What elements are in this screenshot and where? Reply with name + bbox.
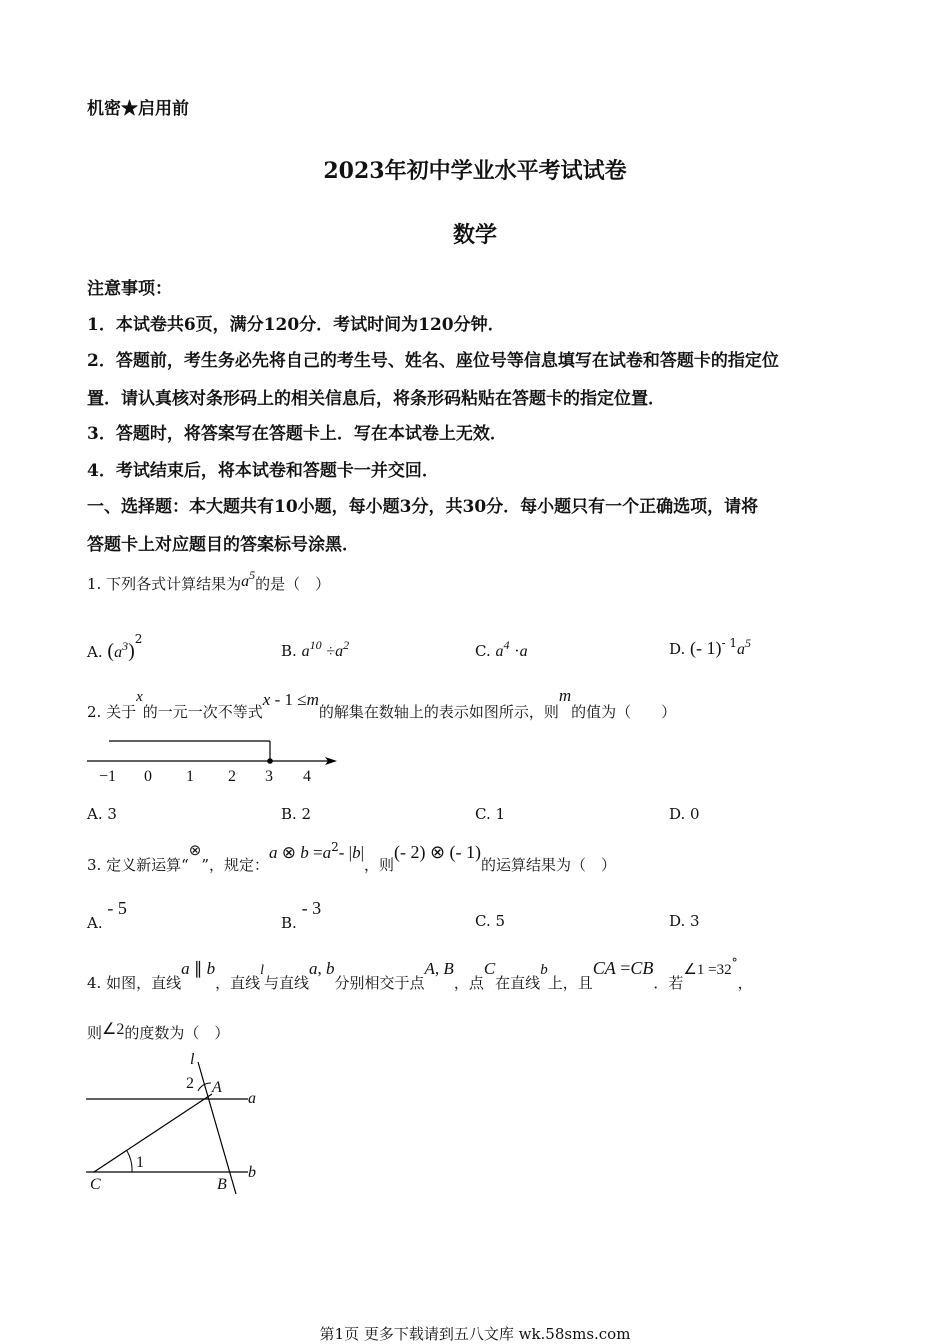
segment-ca <box>94 1094 212 1172</box>
tick-label: 1 <box>186 768 194 785</box>
option-label: A. <box>87 643 103 661</box>
q2-option-d: D. 0 <box>669 805 700 823</box>
q2-option-b: B. 2 <box>281 805 312 823</box>
q4-text: 分别相交于点 <box>334 974 425 992</box>
otimes-symbol: ⊗ <box>188 843 202 859</box>
label-b: b <box>248 1164 256 1181</box>
geometry-figure <box>80 1048 280 1198</box>
question-4-cont: 则∠2的度数为（ ） <box>87 1021 230 1042</box>
label-a: a <box>248 1090 256 1107</box>
q3-option-d: D. 3 <box>669 912 700 930</box>
q1-text-end: 的是（ ） <box>255 575 331 593</box>
tick-label: 4 <box>303 768 311 785</box>
q3-option-c: C. 5 <box>475 912 506 930</box>
question-1 <box>87 568 330 594</box>
subject-title: 数学 <box>452 222 497 248</box>
section-heading: 一、选择题：本大题共有10小题，每小题3分，共30分．每小题只有一个正确选项，请将 <box>87 497 759 517</box>
q3-option-b <box>281 898 322 932</box>
q2-option-c: C. 1 <box>475 805 506 823</box>
notes-heading: 注意事项： <box>87 279 172 299</box>
q3-text-mid2: ，则 <box>363 856 394 874</box>
q4-text: 上，且 <box>547 974 593 992</box>
q4-text: ， <box>737 974 753 992</box>
q4-text: ．若 <box>653 974 684 992</box>
q3-text-mid: ”，规定： <box>201 856 269 874</box>
option-label: B. <box>281 914 297 932</box>
page-footer: 第1页 更多下载请到五八文库 wk.58sms.com <box>319 1325 631 1343</box>
q4-text: ，直线 <box>215 974 261 992</box>
question-2: 2. 关于x的一元一次不等式x - 1 ≤m的解集在数轴上的表示如图所示，则m的值为（ ） <box>87 686 677 721</box>
option-value: - 5 <box>107 898 127 918</box>
label-B: B <box>217 1176 227 1193</box>
q1-option-b: B. $a^{10} \div a^2$ <box>281 638 350 660</box>
note-item: 4．考试结束后，将本试卷和答题卡一并交回． <box>87 461 439 481</box>
q4-text: 在直线 <box>495 974 541 992</box>
q1-option-c: C. $a^4 \cdot a$ <box>475 638 528 660</box>
q3-text: 3. 定义新运算“ <box>87 856 189 874</box>
note-item: 置．请认真核对条形码上的相关信息后，将条形码粘贴在答题卡的指定位置． <box>87 389 665 409</box>
angle-2-arc <box>198 1083 211 1091</box>
q2-text: 2. 关于 <box>87 703 137 721</box>
q3-definition: a <box>269 843 278 862</box>
q3-expression: (- 2) ⊗ (- 1) <box>393 842 482 862</box>
option-label: D. <box>669 640 686 658</box>
tick-label: 0 <box>144 768 152 785</box>
q1-option-d: D. (- $1)^{- 1}a^5$ <box>669 636 752 658</box>
q3-option-a <box>87 898 127 932</box>
angle-1-arc <box>127 1151 132 1172</box>
section-heading-cont: 答题卡上对应题目的答案标号涂黑． <box>87 535 359 555</box>
q1-text: 1. 下列各式计算结果为 <box>87 575 242 593</box>
q2-option-a: A. 3 <box>87 805 117 823</box>
q1-expr: $a^5$ <box>241 568 256 590</box>
label-C: C <box>90 1176 101 1193</box>
note-item: 1．本试卷共6页，满分120分．考试时间为120分钟． <box>87 315 505 335</box>
confidential-label: 机密★启用前 <box>87 99 189 119</box>
exam-title: 2023年初中学业水平考试试卷 <box>323 158 627 184</box>
tick-label: 2 <box>228 768 236 785</box>
tick-label: −1 <box>99 768 117 785</box>
label-1: 1 <box>136 1154 144 1171</box>
note-item: 2．答题前，考生务必先将自己的考生号、姓名、座位号等信息填写在试卷和答题卡的指定位 <box>87 351 779 371</box>
q2-inequality: x <box>262 690 271 709</box>
question-3: 3. 定义新运算“⊗”，规定：a ⊗ $b =a^2-$ |b|，则(- 2) ⊗ (- 1)的运算结果为（ ） <box>87 840 617 874</box>
note-item: 3．答题时，将答案写在答题卡上．写在本试卷上无效． <box>87 424 507 444</box>
tick-label: 3 <box>265 768 273 785</box>
option-value: - 3 <box>301 898 322 918</box>
q4-text: 与直线 <box>264 974 310 992</box>
label-2: 2 <box>186 1075 194 1092</box>
q4-text: 4. 如图，直线 <box>87 974 182 992</box>
q1-option-a: A. $(a^3)^2$ <box>87 632 143 662</box>
solid-point <box>267 758 273 764</box>
q2-text-mid2: 的解集在数轴上的表示如图所示，则 <box>318 703 559 721</box>
q4-text: ，点 <box>453 974 484 992</box>
question-4: 4. 如图，直线a ∥ b，直线l与直线a, b分别相交于点A, B，点C在直线b上，且CA =CB．若∠1 =32°， <box>87 956 753 992</box>
q4-text: 则 <box>87 1024 103 1042</box>
q3-text-end: 的运算结果为（ ） <box>481 856 617 874</box>
number-line-figure <box>85 735 345 790</box>
q2-var-m: m <box>558 686 572 705</box>
q2-text-mid: 的一元一次不等式 <box>142 703 263 721</box>
option-label: A. <box>87 914 103 932</box>
q2-text-end: 的值为（ ） <box>571 703 677 721</box>
label-l: l <box>190 1051 195 1068</box>
option-label: C. <box>475 642 491 660</box>
option-label: B. <box>281 642 297 660</box>
q2-var-x: x <box>136 689 143 705</box>
label-A: A <box>212 1079 222 1096</box>
q4-text: 的度数为（ ） <box>124 1024 230 1042</box>
